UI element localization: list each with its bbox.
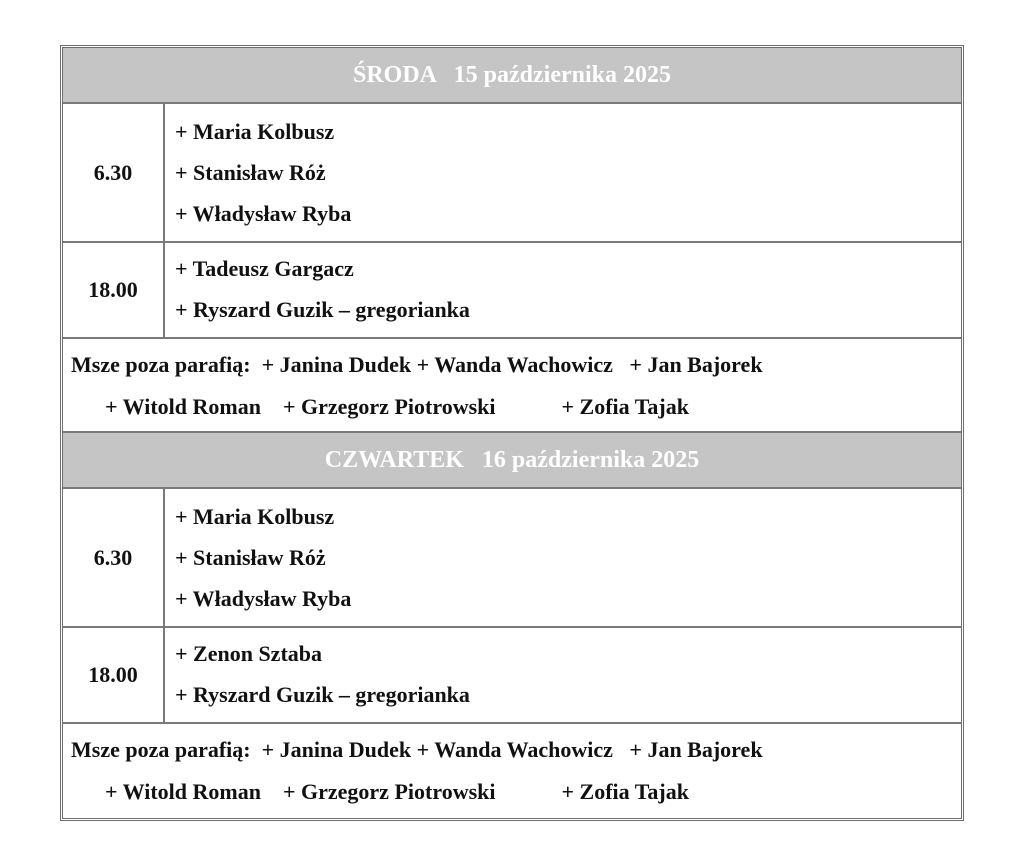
intention: + Ryszard Guzik – gregorianka bbox=[175, 682, 470, 707]
intention-list bbox=[165, 104, 961, 241]
outside-parish-masses bbox=[63, 339, 961, 433]
mass-schedule-inner bbox=[62, 47, 962, 819]
mass-row bbox=[63, 104, 961, 243]
intention: + Władysław Ryba bbox=[175, 201, 352, 226]
intention: + Stanisław Róż bbox=[175, 545, 326, 570]
mass-row bbox=[63, 243, 961, 339]
day-header: ŚRODA 15 października 2025 bbox=[63, 48, 961, 104]
mass-schedule-table bbox=[60, 45, 964, 821]
day-header: CZWARTEK 16 października 2025 bbox=[63, 433, 961, 489]
mass-time: 18.00 bbox=[63, 243, 165, 337]
mass-row bbox=[63, 489, 961, 628]
intention: + Tadeusz Gargacz bbox=[175, 256, 354, 281]
outside-parish-line: + Witold Roman + Grzegorz Piotrowski + Zofia Tajak bbox=[105, 779, 689, 804]
intention: + Stanisław Róż bbox=[175, 160, 326, 185]
mass-time: 18.00 bbox=[63, 628, 165, 722]
mass-row bbox=[63, 628, 961, 724]
intention: + Ryszard Guzik – gregorianka bbox=[175, 297, 470, 322]
outside-parish-masses bbox=[63, 724, 961, 818]
outside-parish-line: Msze poza parafią: + Janina Dudek + Wanda Wachowicz + Jan Bajorek bbox=[71, 737, 763, 762]
intention-list bbox=[165, 243, 961, 337]
intention: + Zenon Sztaba bbox=[175, 641, 323, 666]
intention-list bbox=[165, 489, 961, 626]
mass-time: 6.30 bbox=[63, 489, 165, 626]
intention: + Maria Kolbusz bbox=[175, 504, 335, 529]
outside-parish-line: Msze poza parafią: + Janina Dudek + Wanda Wachowicz + Jan Bajorek bbox=[71, 352, 763, 377]
intention: + Maria Kolbusz bbox=[175, 119, 335, 144]
outside-parish-line: + Witold Roman + Grzegorz Piotrowski + Zofia Tajak bbox=[105, 394, 689, 419]
intention: + Władysław Ryba bbox=[175, 586, 352, 611]
intention-list bbox=[165, 628, 961, 722]
mass-time: 6.30 bbox=[63, 104, 165, 241]
